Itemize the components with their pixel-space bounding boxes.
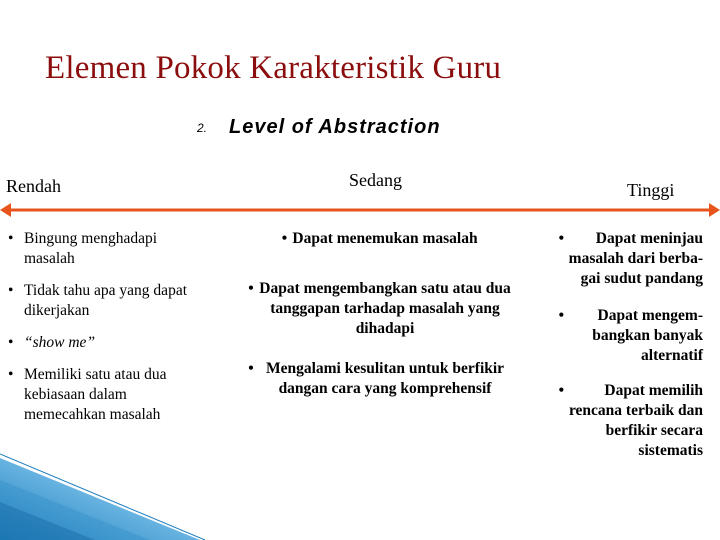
list-item: • Dapat mengem-bangkan banyak alternatif: [548, 306, 703, 366]
slide-title: Elemen Pokok Karakteristik Guru: [45, 50, 502, 86]
bullet: •: [248, 360, 254, 377]
list-item: • Dapat mengembangkan satu atau dua tanggapan tarhadap masalah yang dihadapi: [243, 279, 511, 339]
list-item: • Tidak tahu apa yang dapat dikerjakan: [8, 282, 187, 319]
abstraction-axis-arrow: [0, 200, 720, 220]
list-item: • Dapat memilih rencana terbaik dan berfikir secara sistematis: [548, 381, 703, 461]
list-item: • Dapat menemukan masalah: [243, 229, 511, 249]
bullet: •: [248, 280, 254, 297]
subtitle-number: 2.: [197, 120, 208, 135]
column-high: [548, 229, 703, 461]
list-item: • Mengalami kesulitan untuk berfikir dangan cara yang komprehensif: [243, 359, 511, 399]
bullet: •: [8, 230, 14, 247]
bullet: •: [558, 307, 564, 324]
list-item: • Dapat meninjau masalah dari berba-gai sudut pandang: [548, 229, 703, 289]
level-label-low: Rendah: [6, 176, 61, 196]
bullet: •: [281, 230, 288, 247]
axis-arrowhead-right: [709, 203, 720, 217]
bullet: •: [8, 334, 14, 351]
bullet: •: [558, 382, 564, 399]
subtitle: [197, 116, 441, 139]
list-item: • Bingung menghadapi masalah: [8, 230, 158, 267]
subtitle-text: Level of Abstraction: [229, 116, 441, 138]
corner-decoration: [0, 440, 210, 540]
list-item: • “show me”: [8, 334, 96, 351]
bullet: •: [8, 366, 14, 383]
column-mid: [243, 229, 511, 399]
column-low: [8, 229, 208, 437]
bullet: •: [8, 282, 14, 299]
axis-arrowhead-left: [0, 203, 11, 217]
level-label-mid: Sedang: [349, 170, 402, 190]
bullet: •: [558, 230, 564, 247]
level-label-high: Tinggi: [627, 180, 675, 200]
list-item: • Memiliki satu atau dua kebiasaan dalam memecahkan masalah: [8, 366, 167, 423]
